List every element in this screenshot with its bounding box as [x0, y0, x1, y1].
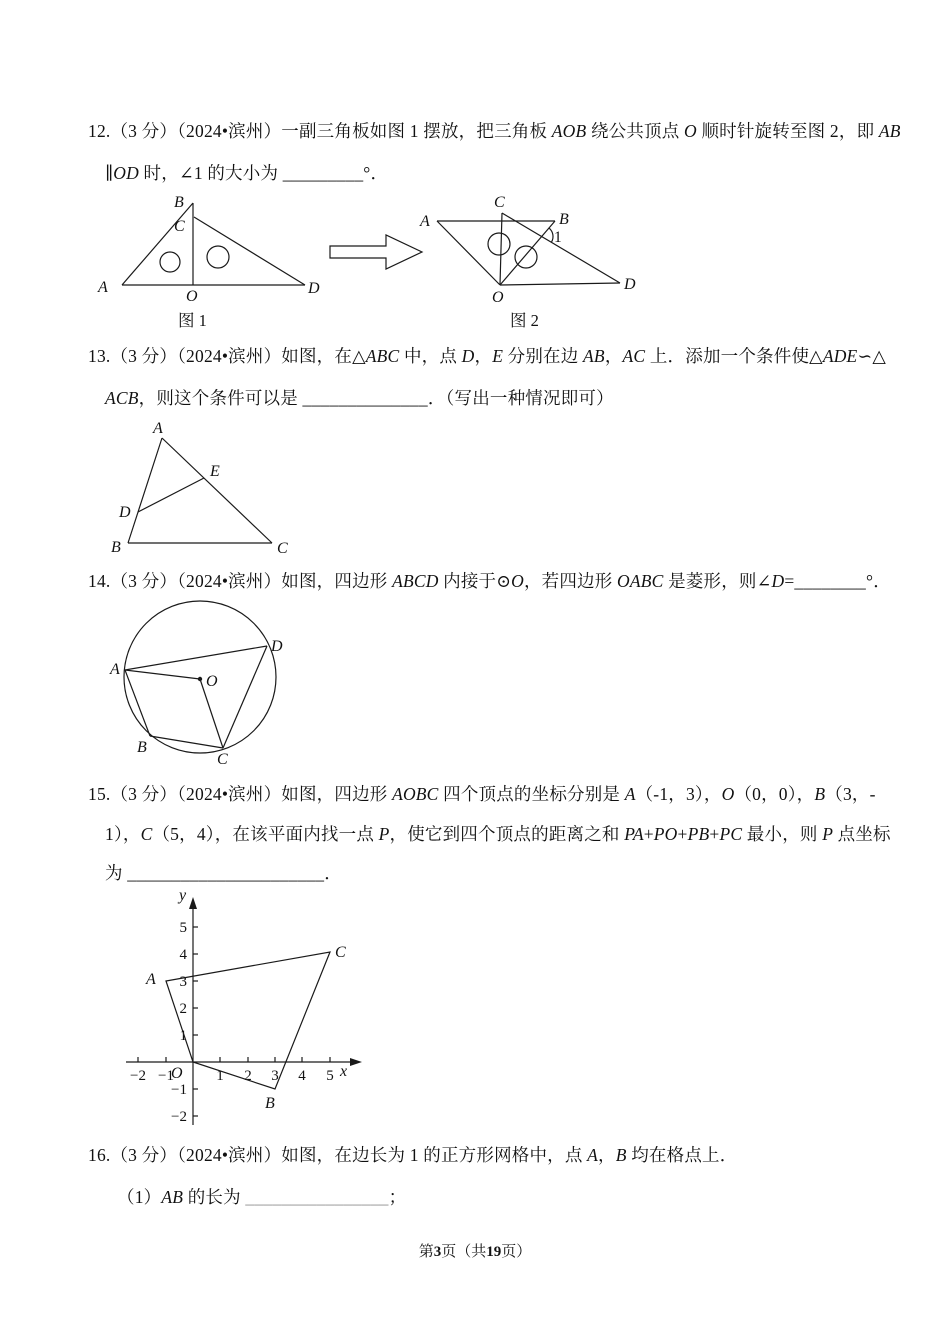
- fig14-label-b: B: [137, 739, 147, 756]
- fig13-label-c: C: [277, 540, 288, 557]
- fig1-edge-cd: [194, 217, 305, 285]
- ytick-m2: −2: [171, 1109, 187, 1125]
- fig13-edge-ab: [128, 438, 162, 543]
- fig1-hole-right: [207, 246, 229, 268]
- fig14-chord-ad: [125, 646, 267, 670]
- fig13-label-b: B: [111, 539, 121, 556]
- ytick-5: 5: [179, 920, 187, 936]
- fig1-edge-ab: [122, 203, 193, 285]
- q14-figure: [105, 598, 300, 776]
- fig13-label-d: D: [119, 504, 131, 521]
- fig2-label-d: D: [624, 276, 636, 293]
- origin-label: O: [171, 1065, 183, 1082]
- fig2-set-squares: [419, 194, 636, 330]
- ytick-3: 3: [179, 974, 187, 990]
- xtick-3: 3: [271, 1068, 279, 1084]
- y-axis-label: y: [179, 887, 187, 904]
- ytick-2: 2: [179, 1001, 187, 1017]
- q15-text-line3: 为 ______________________．: [105, 863, 342, 883]
- q14-text-line1: 14.（3 分）（2024•滨州）如图，四边形 ABCD 内接于⊙O，若四边形 OABC 是菱形，则∠D=________°．: [88, 571, 891, 591]
- x-axis-label: x: [340, 1063, 348, 1080]
- q12-text-line1: 12.（3 分）（2024•滨州）一副三角板如图 1 摆放，把三角板 AOB 绕公共顶点 O 顺时针旋转至图 2，即 AB: [88, 121, 901, 141]
- page-footer: 第3页（共19页）: [418, 1244, 532, 1260]
- fig1-caption: 图 1: [178, 311, 207, 330]
- q16-text-line1: 16.（3 分）（2024•滨州）如图，在边长为 1 的正方形网格中，点 A，B 均在格点上．: [88, 1145, 738, 1165]
- q16-text-line2: （1）AB 的长为 ________________；: [117, 1187, 407, 1207]
- x-axis-arrow-icon: [350, 1058, 362, 1066]
- fig13-label-a: A: [153, 420, 163, 437]
- fig1-label-a: A: [98, 279, 108, 296]
- q13-figure: [100, 418, 300, 568]
- q15-text-line1: 15.（3 分）（2024•滨州）如图，四边形 AOBC 四个顶点的坐标分别是 A（-1，3），O（0，0），B（3，-: [88, 784, 876, 804]
- fig1-label-b: B: [174, 194, 184, 211]
- xtick-1: 1: [216, 1068, 224, 1084]
- fig1-label-d: D: [308, 280, 320, 297]
- fig14-radius-ao: [125, 670, 200, 679]
- fig2-label-a: A: [420, 213, 430, 230]
- fig2-edge-co: [500, 213, 502, 285]
- xtick-m2: −2: [130, 1068, 146, 1084]
- fig15-label-c: C: [335, 944, 346, 961]
- q13-text-line1: 13.（3 分）（2024•滨州）如图，在△ABC 中，点 D，E 分别在边 AB，AC 上．添加一个条件使△ADE∽△: [88, 346, 886, 366]
- y-axis-arrow-icon: [189, 897, 197, 909]
- fig14-label-a: A: [110, 661, 120, 678]
- fig1-hole-left: [160, 252, 180, 272]
- fig2-label-c: C: [494, 194, 505, 211]
- q13-text-line2: ACB，则这个条件可以是 ______________．（写出一种情况即可）: [105, 388, 614, 408]
- ytick-m1: −1: [171, 1082, 187, 1098]
- ytick-4: 4: [179, 947, 187, 963]
- ytick-1: 1: [179, 1028, 187, 1044]
- fig14-label-d: D: [271, 638, 283, 655]
- fig1-set-squares: [97, 194, 320, 330]
- fig13-label-e: E: [210, 463, 220, 480]
- fig2-edge-od: [500, 283, 620, 285]
- xtick-5: 5: [326, 1068, 334, 1084]
- y-tick-marks: [193, 927, 198, 1116]
- fig14-center-dot: [198, 677, 202, 681]
- fig2-caption: 图 2: [510, 311, 539, 330]
- xtick-m1: −1: [158, 1068, 174, 1084]
- fig2-angle1-arc: [549, 228, 553, 242]
- fig2-label-b: B: [559, 211, 569, 228]
- q15-text-line2: 1），C（5，4），在该平面内找一点 P，使它到四个顶点的距离之和 PA+PO+PB+PC 最小，则 P 点坐标: [105, 824, 891, 844]
- fig2-label-o: O: [492, 289, 504, 306]
- fig2-hole-left: [488, 233, 510, 255]
- fig2-hole-right: [515, 246, 537, 268]
- fig15-label-b: B: [265, 1095, 275, 1112]
- fig1-label-o: O: [186, 288, 198, 305]
- transform-arrow-icon: [330, 235, 422, 269]
- fig14-label-c: C: [217, 751, 228, 768]
- xtick-4: 4: [298, 1068, 306, 1084]
- q12-figure: [90, 195, 680, 340]
- fig15-label-a: A: [146, 971, 156, 988]
- fig14-chord-cd: [223, 646, 267, 748]
- fig1-label-c: C: [174, 218, 185, 235]
- q15-figure: [110, 885, 370, 1135]
- fig2-edge-ob: [500, 221, 555, 285]
- fig2-edge-ao: [437, 221, 500, 285]
- fig15-axes: [126, 887, 362, 1125]
- fig2-angle1-label: 1: [554, 229, 562, 246]
- q12-text-line2: ∥OD 时，∠1 的大小为 _________°．: [105, 163, 389, 183]
- xtick-2: 2: [244, 1068, 252, 1084]
- x-tick-marks: [138, 1057, 330, 1062]
- fig14-label-o: O: [206, 673, 218, 690]
